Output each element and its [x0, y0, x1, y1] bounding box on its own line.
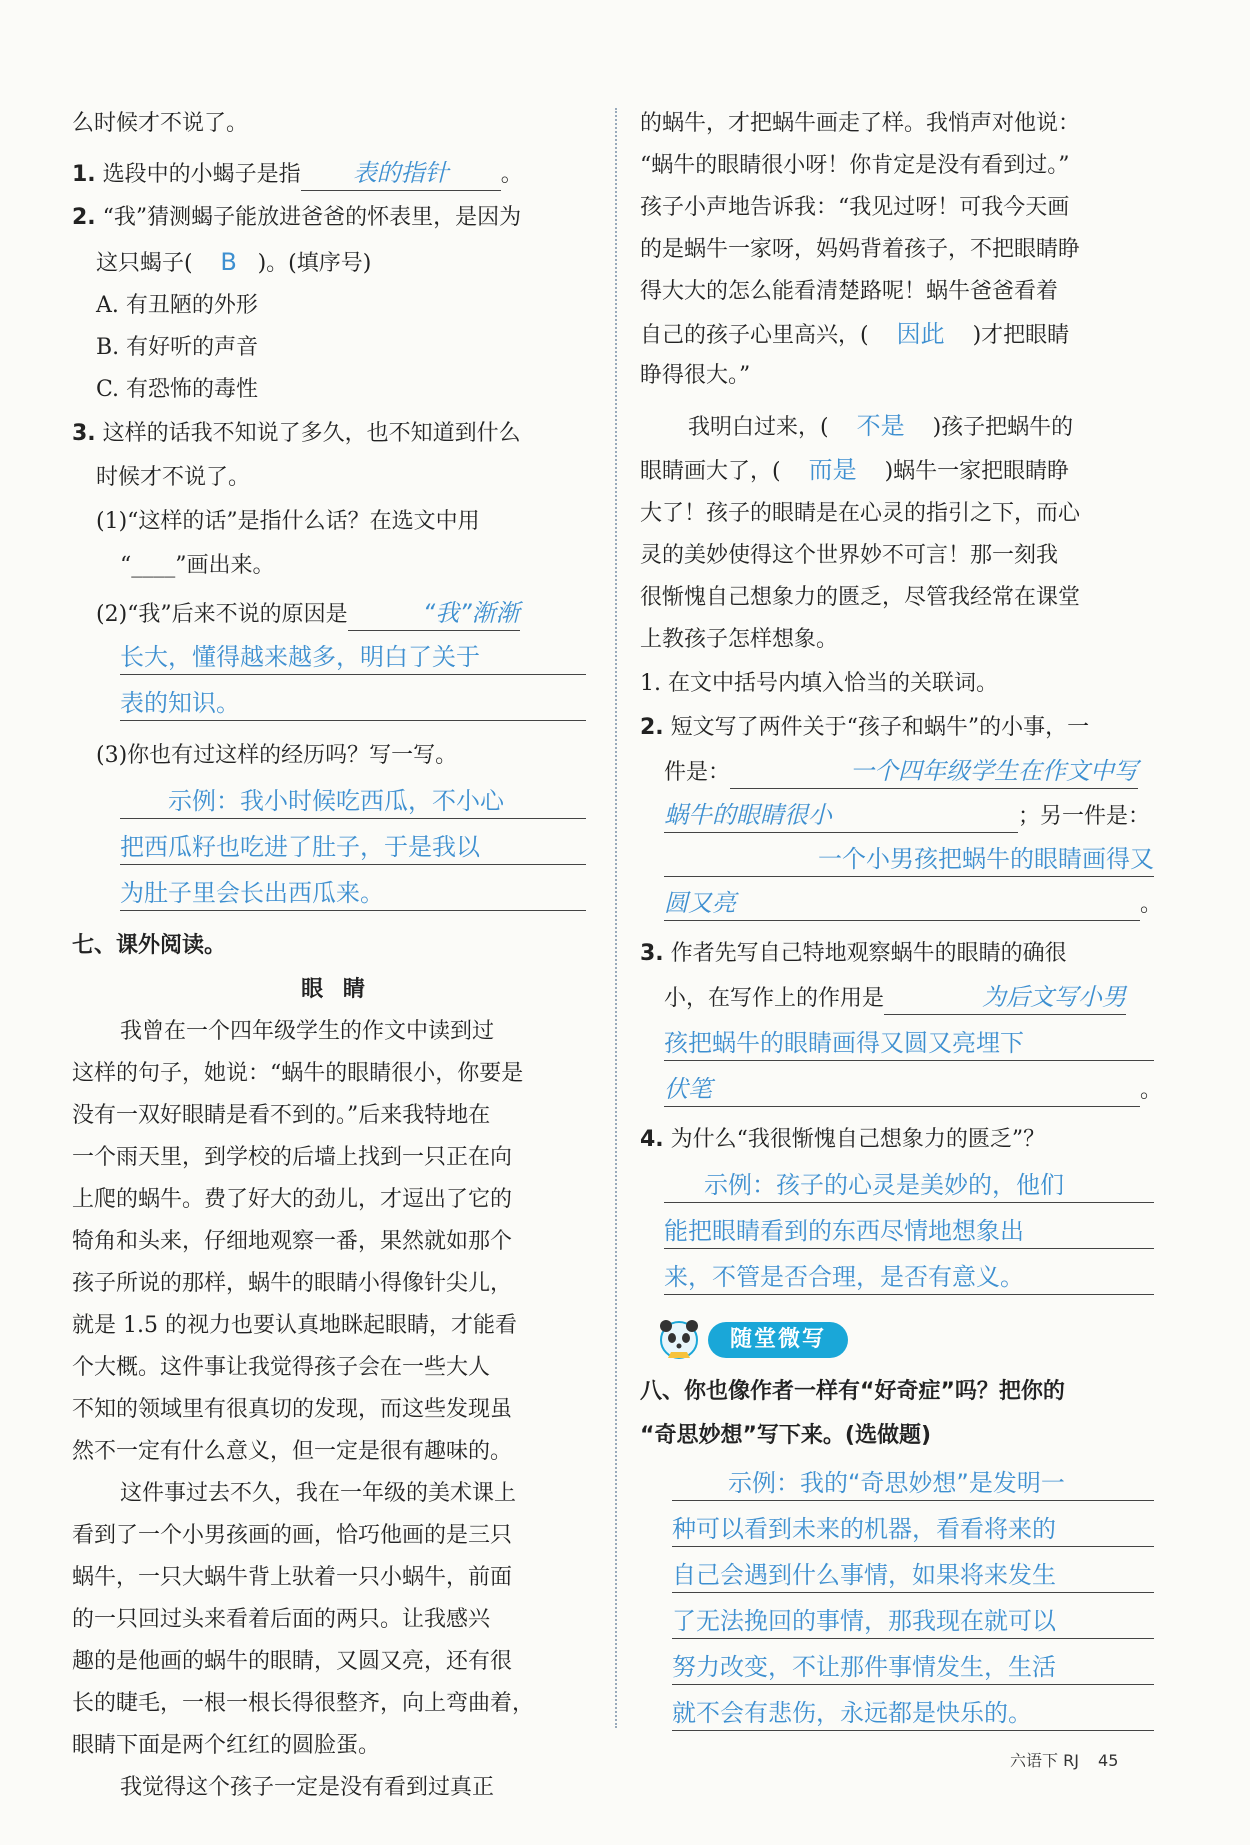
article-line: 睁得很大。”	[640, 363, 751, 388]
section-heading: 七、课外阅读。	[72, 933, 227, 958]
option-b: B. 有好听的声音	[96, 335, 259, 360]
question-r2-cont: 件是： 一个四年级学生在作文中写	[664, 756, 1138, 789]
article-line: 大了！孩子的眼睛是在心灵的指引之下，而心	[640, 501, 1081, 526]
footer-edition: RJ	[1063, 1751, 1079, 1770]
question-r2: 2. 短文写了两件关于“孩子和蜗牛”的小事，一	[640, 715, 1090, 740]
handwritten-answer: 孩把蜗牛的眼睛画得又圆又亮埋下	[664, 1026, 1154, 1061]
article-line: 个大概。这件事让我觉得孩子会在一些大人	[72, 1355, 491, 1380]
article-line: 我觉得这个孩子一定是没有看到过真正	[120, 1775, 495, 1800]
question-r2-cont: 圆又亮 。	[664, 888, 1162, 921]
article-line: 灵的美妙使得这个世界妙不可言！那一刻我	[640, 543, 1059, 568]
question-2-cont: 这只蝎子( B )。(填序号)	[96, 248, 372, 276]
sub-question-1-cont: “____”画出来。	[120, 553, 275, 578]
handwritten-answer: 自己会遇到什么事情，如果将来发生	[672, 1558, 1154, 1593]
article-line: 我明白过来，( 不是 )孩子把蜗牛的	[688, 412, 1074, 440]
question-8: 八、你也像作者一样有“好奇症”吗？把你的	[640, 1379, 1065, 1404]
column-divider	[615, 108, 617, 1728]
section-badge	[650, 1314, 860, 1362]
article-line: 这件事过去不久，我在一年级的美术课上	[120, 1481, 517, 1506]
article-line: 我曾在一个四年级学生的作文中读到过	[120, 1019, 495, 1044]
handwritten-answer: 示例：孩子的心灵是美妙的，他们	[664, 1168, 1154, 1203]
handwritten-answer: 就不会有悲伤，永远都是快乐的。	[672, 1696, 1154, 1731]
article-line: 趣的是他画的蜗牛的眼睛，又圆又亮，还有很	[72, 1649, 513, 1674]
handwritten-answer: 了无法挽回的事情，那我现在就可以	[672, 1604, 1154, 1639]
question-3: 3. 这样的话我不知说了多久，也不知道到什么	[72, 421, 521, 446]
handwritten-answer: 种可以看到未来的机器，看看将来的	[672, 1512, 1154, 1547]
article-line: “蜗牛的眼睛很小呀！你肯定是没有看到过。”	[640, 153, 1070, 178]
sub-question-1: (1)“这样的话”是指什么话？在选文中用	[96, 509, 480, 534]
article-title: 眼 睛	[301, 977, 371, 1002]
answer-choice: B	[220, 248, 237, 276]
article-line: 很惭愧自己想象力的匮乏，尽管我经常在课堂	[640, 585, 1081, 610]
text-line: 时候才不说了。	[96, 465, 251, 490]
article-line: 然不一定有什么意义，但一定是很有趣味的。	[72, 1439, 513, 1464]
panda-icon	[654, 1314, 704, 1362]
article-line: 一个雨天里，到学校的后墙上找到一只正在向	[72, 1145, 513, 1170]
blank-answer: 因此	[896, 320, 945, 348]
handwritten-answer: 努力改变，不让那件事情发生，生活	[672, 1650, 1154, 1685]
question-r4: 4. 为什么“我很惭愧自己想象力的匮乏”？	[640, 1127, 1046, 1152]
blank-answer: 而是	[808, 456, 857, 484]
answer-blank: 表的指针	[301, 158, 501, 191]
blank-answer: 不是	[856, 412, 905, 440]
article-line: 孩子小声地告诉我：“我见过呀！可我今天画	[640, 195, 1070, 220]
question-r3-cont: 小，在写作上的作用是 为后文写小男	[664, 982, 1126, 1015]
article-line: 眼睛下面是两个红红的圆脸蛋。	[72, 1733, 381, 1758]
badge-label: 随堂微写	[708, 1322, 848, 1358]
article-line: 这样的句子，她说：“蜗牛的眼睛很小，你要是	[72, 1061, 524, 1086]
article-line: 自己的孩子心里高兴，( 因此 )才把眼睛	[640, 320, 1070, 348]
question-r3: 3. 作者先写自己特地观察蜗牛的眼睛的确很	[640, 941, 1067, 966]
option-c: C. 有恐怖的毒性	[96, 377, 259, 402]
article-line: 孩子所说的那样，蜗牛的眼睛小得像针尖儿，	[72, 1271, 513, 1296]
handwritten-answer: 示例：我的“奇思妙想”是发明一	[672, 1466, 1154, 1501]
question-2: 2. “我”猜测蝎子能放进爸爸的怀表里，是因为	[72, 205, 522, 230]
article-line: 的是蜗牛一家呀，妈妈背着孩子，不把眼睛睁	[640, 237, 1081, 262]
question-8-cont: “奇思妙想”写下来。(选做题)	[640, 1423, 932, 1448]
article-line: 眼睛画大了，( 而是 )蜗牛一家把眼睛睁	[640, 456, 1070, 484]
question-r3-cont: 伏笔 。	[664, 1074, 1162, 1107]
handwritten-answer: 表的知识。	[120, 686, 586, 721]
handwritten-answer: 能把眼睛看到的东西尽情地想象出	[664, 1214, 1154, 1249]
handwritten-answer: 一个小男孩把蜗牛的眼睛画得又	[664, 842, 1154, 877]
article-line: 得大大的怎么能看清楚路呢！蜗牛爸爸看着	[640, 279, 1059, 304]
article-line: 上爬的蜗牛。费了好大的劲儿，才逗出了它的	[72, 1187, 513, 1212]
question-r2-cont: 蜗牛的眼睛很小 ；另一件是：	[664, 800, 1150, 833]
article-line: 犄角和头来，仔细地观察一番，果然就如那个	[72, 1229, 513, 1254]
article-line: 不知的领域里有很真切的发现，而这些发现虽	[72, 1397, 513, 1422]
article-line: 蜗牛，一只大蜗牛背上驮着一只小蜗牛，前面	[72, 1565, 513, 1590]
page-footer	[1010, 1748, 1118, 1771]
page-number: 45	[1098, 1751, 1119, 1770]
article-line: 的一只回过头来看着后面的两只。让我感兴	[72, 1607, 491, 1632]
article-line: 就是 1.5 的视力也要认真地眯起眼睛，才能看	[72, 1313, 517, 1338]
question-1: 1. 选段中的小蝎子是指 表的指针 。	[72, 158, 523, 191]
question-r1: 1. 在文中括号内填入恰当的关联词。	[640, 671, 998, 696]
sub-question-3: (3)你也有过这样的经历吗？写一写。	[96, 743, 458, 768]
option-a: A. 有丑陋的外形	[96, 293, 258, 318]
article-line: 长的睫毛，一根一根长得很整齐，向上弯曲着，	[72, 1691, 535, 1716]
sub-question-2: (2)“我”后来不说的原因是 “我”渐渐	[96, 598, 520, 631]
handwritten-answer: 示例：我小时候吃西瓜，不小心	[120, 784, 586, 819]
handwritten-answer: 把西瓜籽也吃进了肚子，于是我以	[120, 830, 586, 865]
article-line: 没有一双好眼睛是看不到的。”后来我特地在	[72, 1103, 491, 1128]
article-line: 看到了一个小男孩画的画，恰巧他画的是三只	[72, 1523, 513, 1548]
article-line: 的蜗牛，才把蜗牛画走了样。我悄声对他说：	[640, 111, 1081, 136]
handwritten-answer: 长大，懂得越来越多，明白了关于	[120, 640, 586, 675]
handwritten-answer: 为肚子里会长出西瓜来。	[120, 876, 586, 911]
text-line: 么时候才不说了。	[72, 111, 249, 136]
handwritten-answer: 来，不管是否合理，是否有意义。	[664, 1260, 1154, 1295]
footer-subject: 六语下	[1010, 1751, 1059, 1770]
article-line: 上教孩子怎样想象。	[640, 627, 839, 652]
